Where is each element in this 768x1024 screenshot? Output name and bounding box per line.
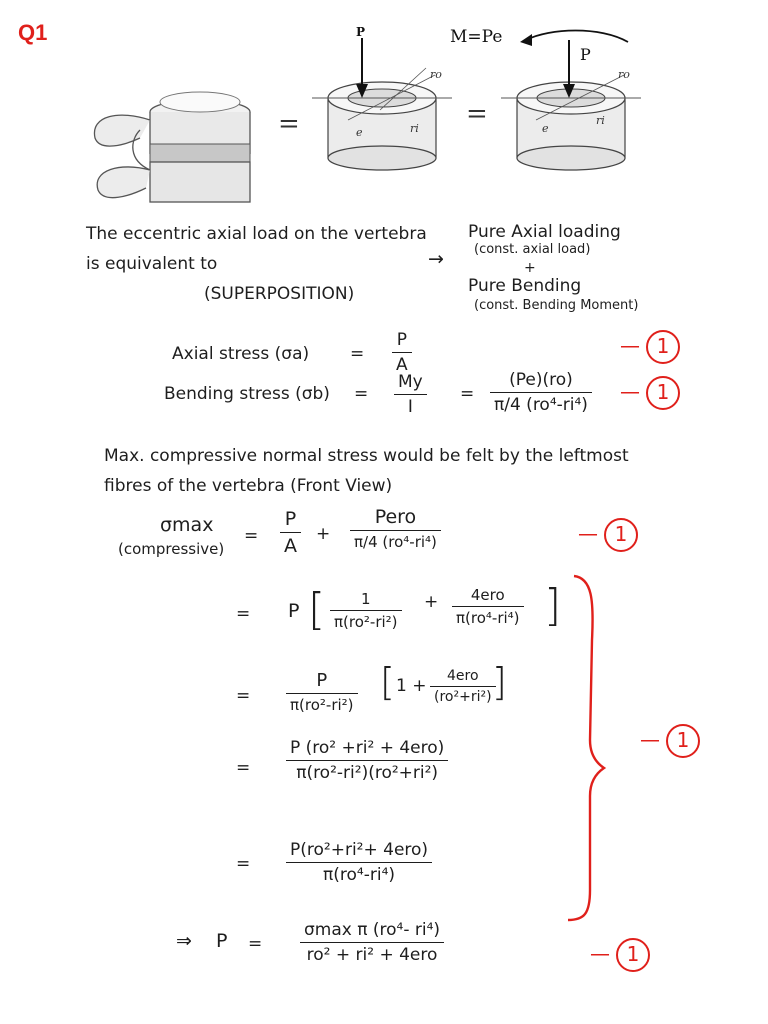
final-den: ro² + ri² + 4ero [306,945,438,965]
outer-radius-label-2: ro [618,68,630,81]
step-2-frac [286,670,358,714]
equals-sign-2: = [466,99,488,129]
bending-mark [620,376,680,410]
term1-num: P [280,508,301,533]
term1-den: A [284,535,297,557]
term2-den: π/4 (ro⁴-ri⁴) [354,533,437,551]
step-2-frac-b [430,668,496,705]
axial-den: A [396,355,408,375]
bending-num-2: (Pe)(ro) [490,370,592,393]
bending-den: I [407,397,413,417]
step-1-bracket-open: [ [308,584,326,635]
mark-circle: 1 [646,330,680,364]
outer-radius-label: ro [430,68,442,81]
superposition-plus: + [524,260,536,276]
bending-den-2: π/4 (ro⁴-ri⁴) [494,395,588,415]
intro-line-2: is equivalent to [86,254,218,274]
mark-dash: — [620,379,640,404]
step-1-equals: = [236,604,251,624]
vertebra-figure [80,20,660,210]
eccentricity-label-2: e [542,122,549,135]
load-label-2: P [580,45,591,64]
pure-bending-sub: (const. Bending Moment) [474,298,639,313]
load-label: P [356,25,366,39]
mark-dash: — [640,727,660,752]
mark-circle: 1 [646,376,680,410]
sigma-max-plus: + [316,524,331,544]
bending-stress-equals: = [354,384,369,404]
vertebra-illustration [94,92,250,202]
step-1-plus: + [424,592,439,612]
steps-mark [640,724,700,758]
equals-sign-1: = [278,109,300,139]
mark-dash: — [620,333,640,358]
step2-den: π(ro²-ri²) [290,696,354,714]
superposition-label: (SUPERPOSITION) [204,284,355,304]
mark-circle: 1 [616,938,650,972]
axial-mark [620,330,680,364]
step-3-equals: = [236,758,251,778]
bending-fraction-2 [490,370,592,415]
axial-stress-fraction [392,330,412,375]
step4-den: π(ro⁴-ri⁴) [323,865,396,885]
step-2-bracket-open: [ [380,660,395,704]
step3-den: π(ro²-ri²)(ro²+ri²) [296,763,439,783]
step-2-bracket-close: ] [492,660,507,704]
step3-num: P (ro² +ri² + 4ero) [286,738,448,761]
eccentricity-label: e [356,126,363,139]
bending-fraction-1 [394,372,427,417]
sigma-max-equals: = [244,526,259,546]
axial-stress-label: Axial stress (σa) [172,344,310,364]
step-3-frac [286,738,448,783]
step-4-equals: = [236,854,251,874]
step-2-equals: = [236,686,251,706]
step2-b-num: 4ero [430,668,496,687]
max-stress-line-2: fibres of the vertebra (Front View) [104,476,393,496]
equivalence-arrow: → [428,248,444,270]
sigma-max-sub: (compressive) [118,540,225,558]
step2-b-den: (ro²+ri²) [434,689,492,705]
step1-b-den: π(ro⁴-ri⁴) [456,609,520,627]
mark-circle: 1 [604,518,638,552]
step-1-frac-a [330,590,402,631]
step1-b-num: 4ero [452,586,524,607]
final-mark [590,938,650,972]
sigma-max-mark [578,518,638,552]
question-label: Q1 [18,20,48,45]
final-frac [300,920,444,965]
final-num: σmax π (ro⁴- ri⁴) [300,920,444,943]
step-1-bracket-close: ] [544,580,562,631]
axial-num: P [392,330,412,353]
sigma-max-term-1 [280,508,301,557]
step1-a-num: 1 [330,590,402,611]
bending-stress-label: Bending stress (σb) [164,384,330,404]
step-2-one-plus: 1 + [396,676,427,696]
sigma-max-term-2 [350,506,441,551]
pure-bending-label: Pure Bending [468,276,582,296]
step2-num: P [286,670,358,694]
pure-axial-sub: (const. axial load) [474,242,591,257]
sigma-max-label: σmax [160,514,214,536]
step-1-frac-b [452,586,524,627]
term2-num: Pero [350,506,441,531]
moment-label: M=Pe [450,27,503,47]
step-1-pre: P [288,600,300,622]
equivalent-load-cylinder [501,31,641,171]
eccentric-load-cylinder [312,38,452,170]
inner-radius-label: ri [410,122,419,135]
implies-arrow: ⇒ [176,930,192,952]
step4-num: P(ro²+ri²+ 4ero) [286,840,432,863]
pure-axial-label: Pure Axial loading [468,222,621,242]
final-equals: = [248,934,263,954]
inner-radius-label-2: ri [596,114,605,127]
step1-a-den: π(ro²-ri²) [334,613,398,631]
mark-dash: — [590,941,610,966]
mark-circle: 1 [666,724,700,758]
steps-brace [560,570,620,930]
max-stress-line-1: Max. compressive normal stress would be felt by the leftmost [104,446,629,466]
step-4-frac [286,840,432,885]
axial-stress-equals: = [350,344,365,364]
final-lhs: P [216,930,228,952]
mark-dash: — [578,521,598,546]
bending-num: My [394,372,427,395]
bending-stress-equals-2: = [460,384,475,404]
intro-line-1: The eccentric axial load on the vertebra [86,224,427,244]
